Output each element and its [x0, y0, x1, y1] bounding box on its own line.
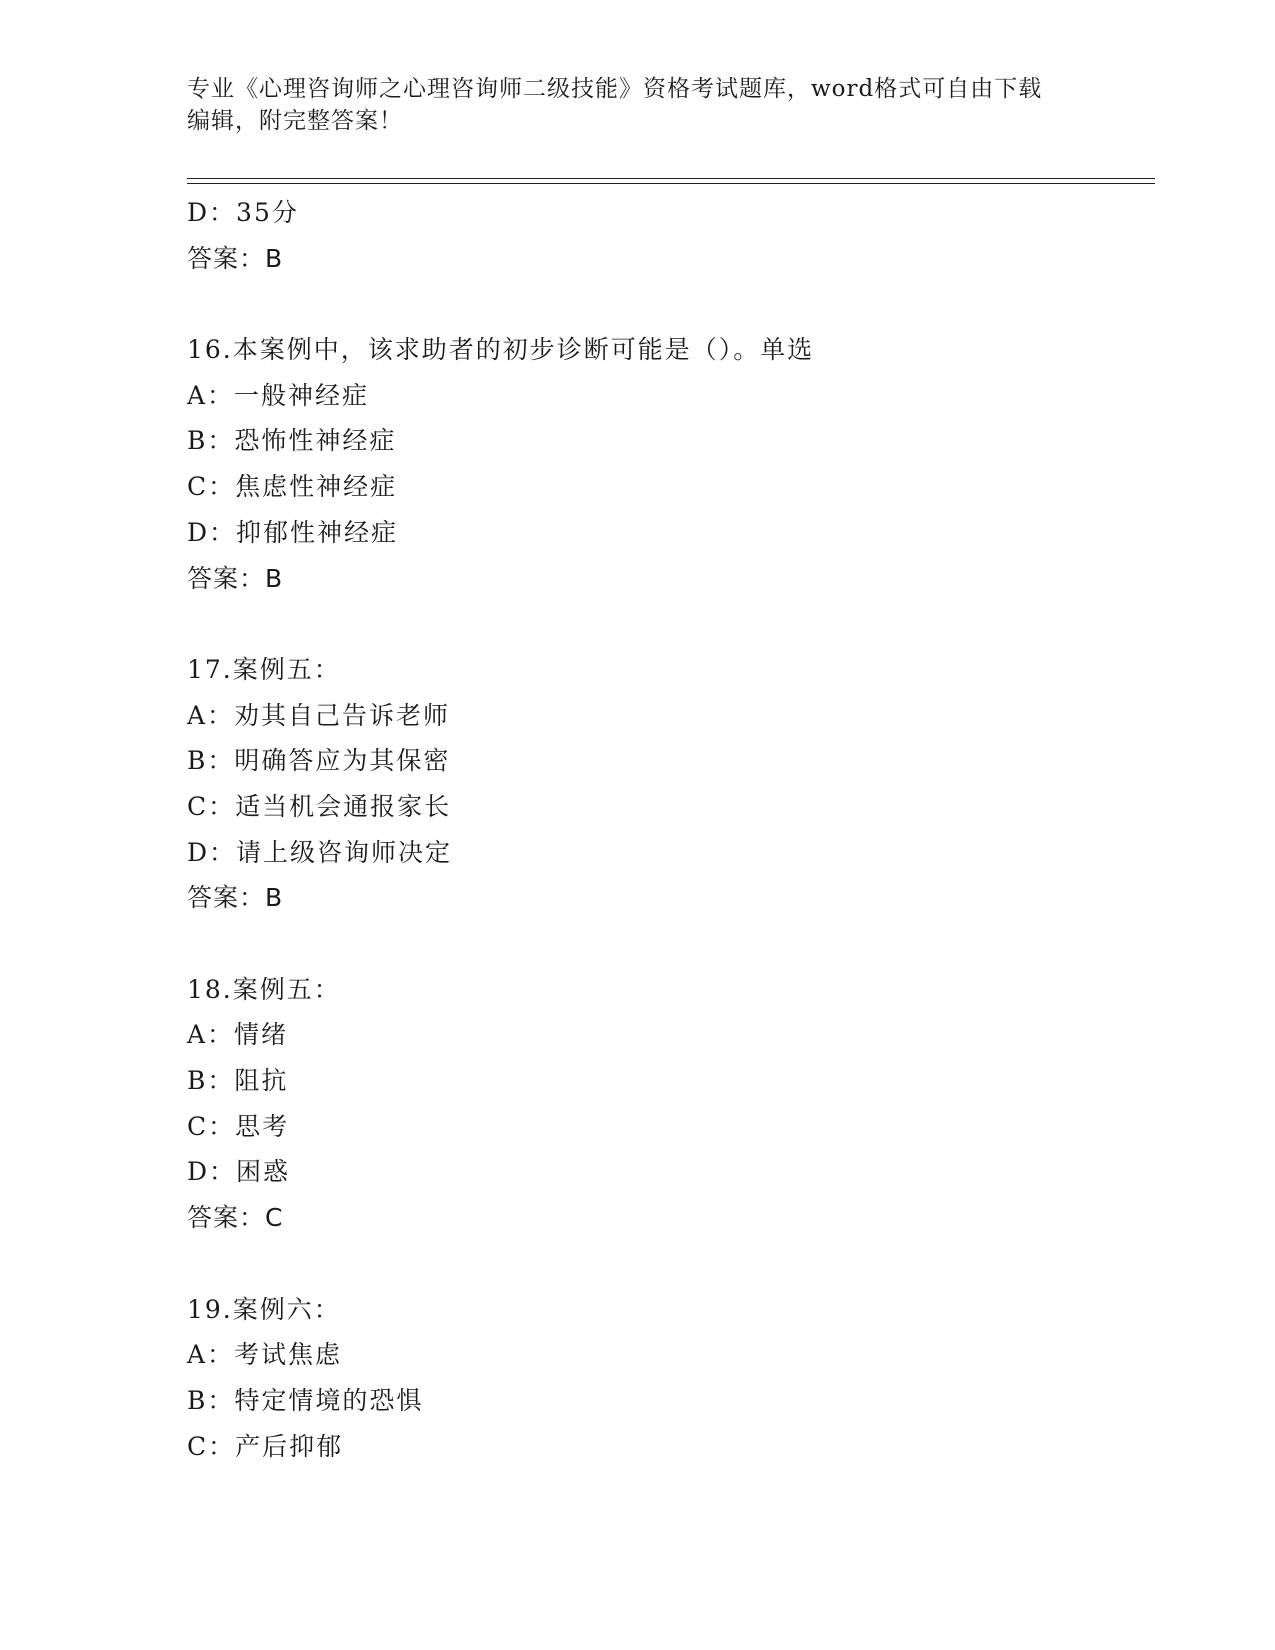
option-c: C：适当机会通报家长	[187, 791, 452, 821]
question-16: 16.本案例中，该求助者的初步诊断可能是（）。单选	[187, 335, 815, 365]
option-d: D：困惑	[187, 1157, 291, 1187]
question-19: 19.案例六：	[187, 1294, 341, 1324]
spacer	[187, 601, 1155, 647]
option-a: A：考试焦虑	[187, 1340, 343, 1370]
document-header	[187, 73, 1087, 137]
option-a: A：一般神经症	[187, 380, 370, 410]
header-rule-bottom	[187, 183, 1155, 184]
header-line-1: 专业《心理咨询师之心理咨询师二级技能》资格考试题库，word格式可自由下载	[187, 76, 1043, 102]
option-b: B：明确答应为其保密	[187, 746, 451, 776]
answer: 答案：B	[187, 563, 284, 593]
answer: 答案：B	[187, 883, 284, 913]
option-d: D：35分	[187, 198, 299, 227]
spacer	[187, 921, 1155, 967]
option-a: A：情绪	[187, 1020, 289, 1050]
option-c: C：产后抑郁	[187, 1431, 344, 1461]
option-d: D：抑郁性神经症	[187, 517, 399, 547]
option-a: A：劝其自己告诉老师	[187, 700, 451, 730]
option-b: B：特定情境的恐惧	[187, 1385, 424, 1415]
answer: 答案：C	[187, 1203, 284, 1233]
option-c: C：焦虑性神经症	[187, 472, 398, 502]
option-b: B：阻抗	[187, 1066, 289, 1096]
option-c: C：思考	[187, 1111, 290, 1141]
header-rule-top	[187, 178, 1155, 179]
answer: 答案：B	[187, 243, 284, 273]
option-d: D：请上级咨询师决定	[187, 837, 453, 867]
header-line-2: 编辑，附完整答案！	[187, 108, 403, 134]
question-list	[187, 190, 1155, 1469]
question-18: 18.案例五：	[187, 974, 341, 1004]
option-b: B：恐怖性神经症	[187, 426, 397, 456]
spacer	[187, 1241, 1155, 1287]
spacer	[187, 281, 1155, 327]
question-17: 17.案例五：	[187, 654, 341, 684]
